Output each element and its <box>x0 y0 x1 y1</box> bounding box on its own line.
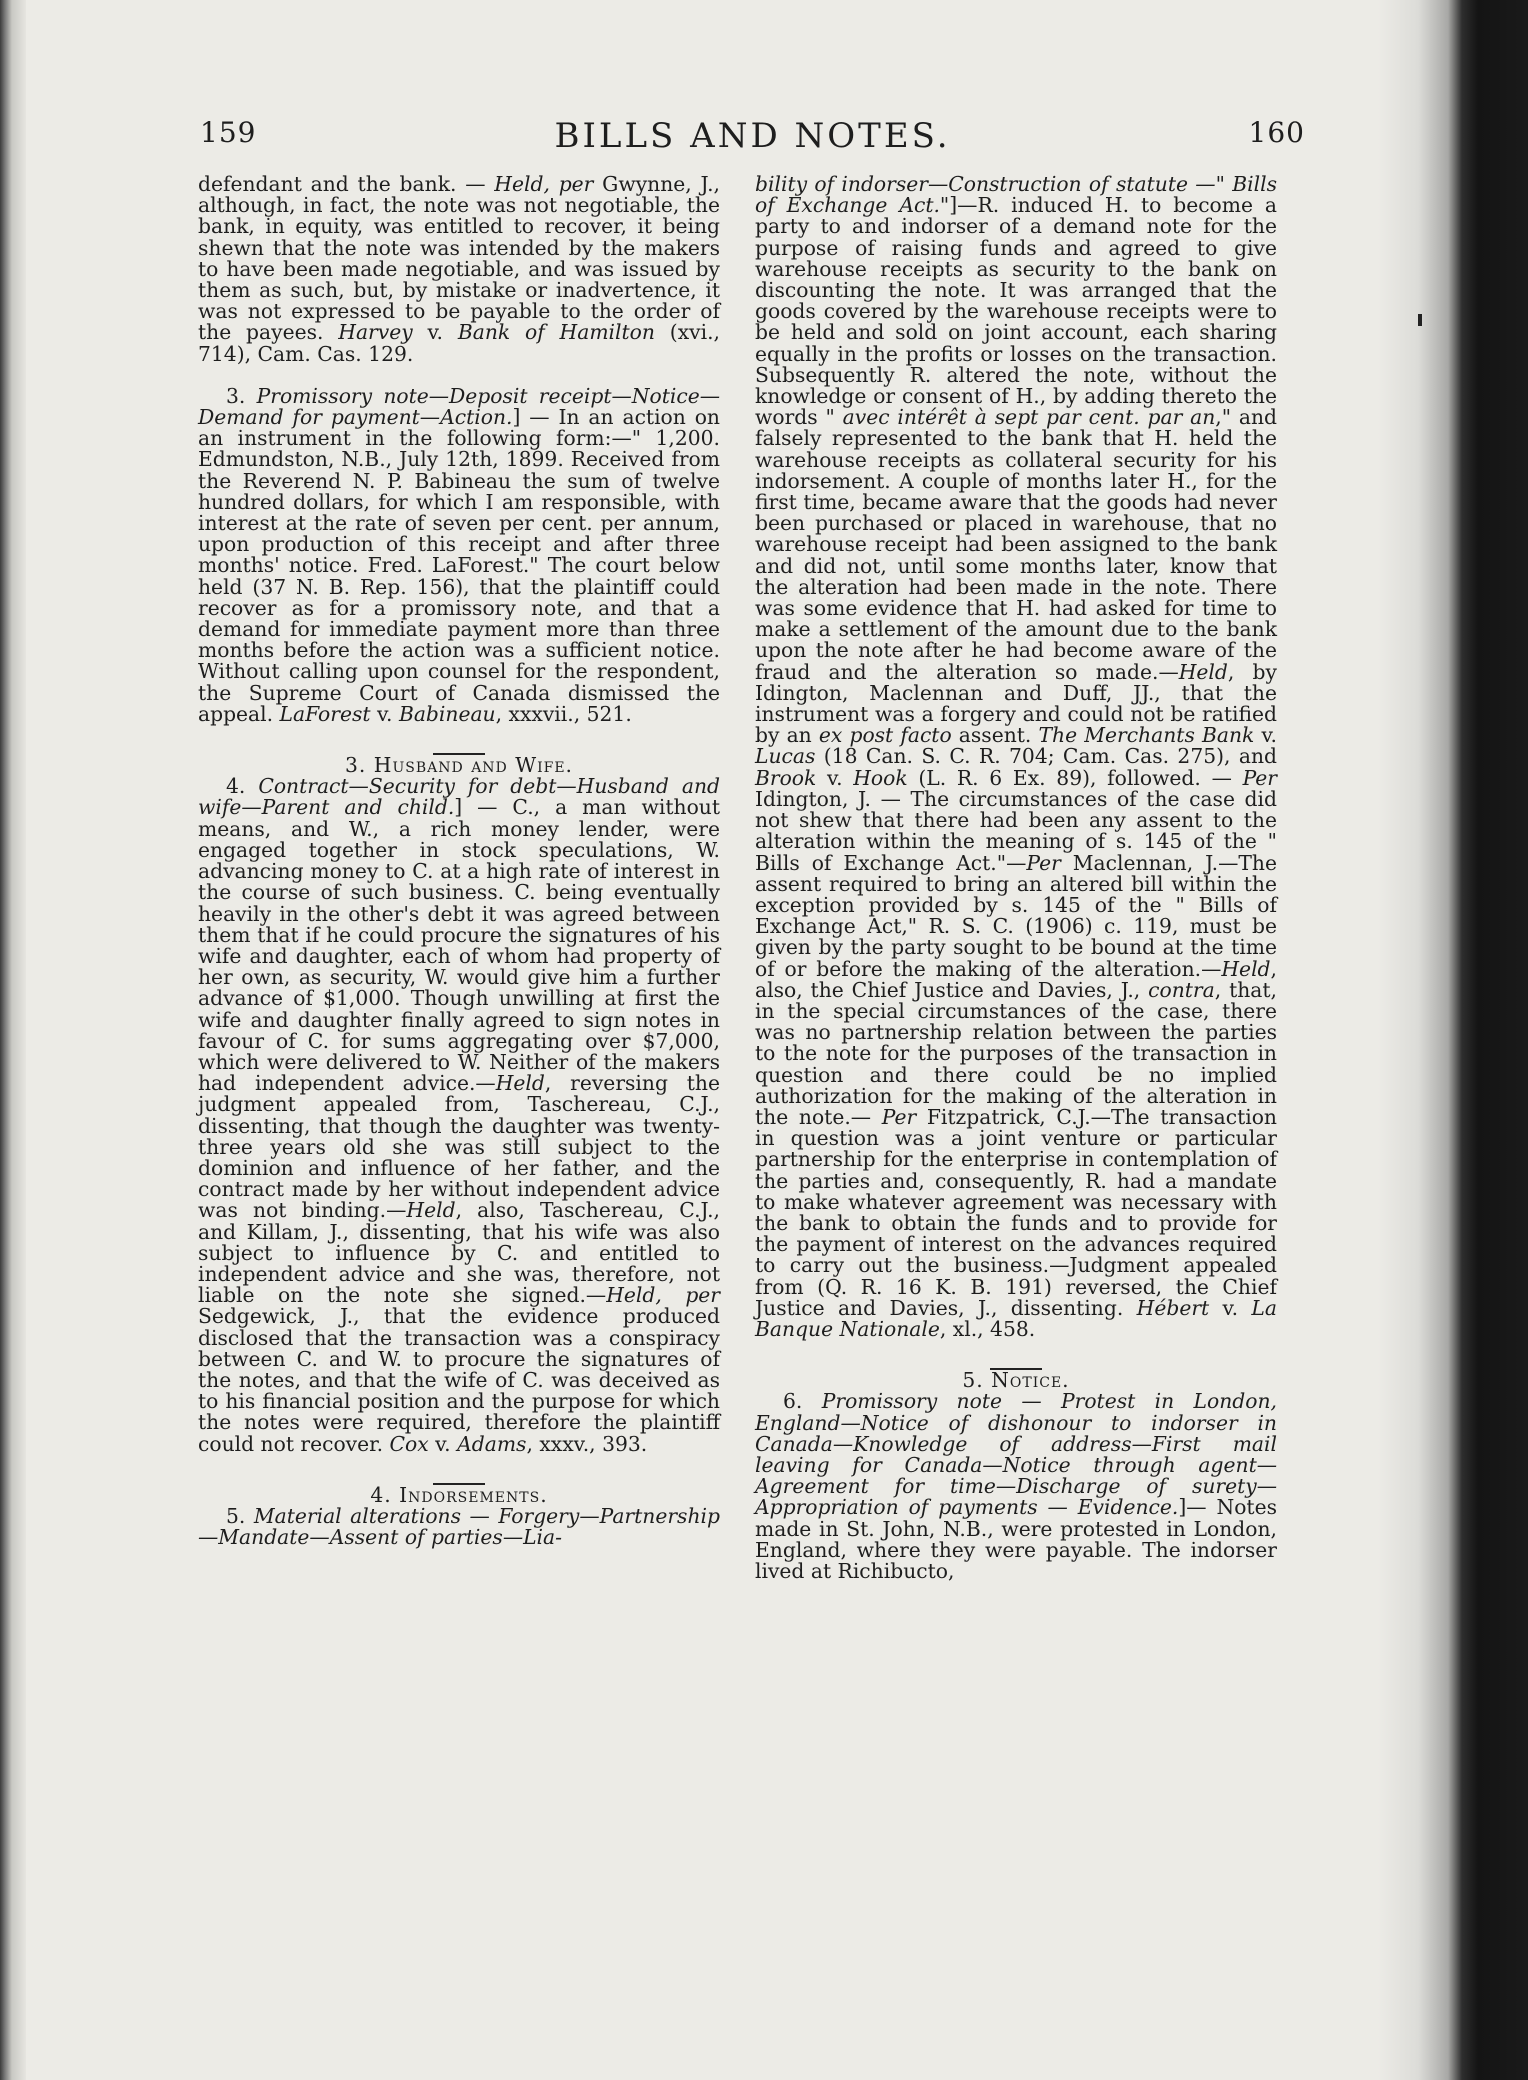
headnote-keywords: Promissory note — Protest in London, England—Notice of dishonour to indorser in Canada—Knowledge of address—First mail leaving for Canada—Notice through agent—Agreement for time—Discharge of surety—Appropriation of payments — Evidence. <box>755 1389 1277 1520</box>
italic-run: Per <box>1026 850 1061 875</box>
italic-run: Held <box>1221 956 1271 981</box>
citation: (xvi., 714), Cam. Cas. 129. <box>198 320 720 366</box>
italic-run: Per <box>881 1104 917 1129</box>
text-run: Maclennan, J.—The assent required to bring an altered bill within the exception provided by s. 145 of the " Bills of Exchange Act," R. S. C. (1906) c. 119, must be given by the party sought to be bound at the time of or before the making of the alteration.— <box>755 850 1278 981</box>
case-party: Hébert <box>1136 1295 1210 1320</box>
text-run: v. <box>412 320 458 345</box>
text-run: , reversing the judgment appealed from, Taschereau, C.J., dissenting, that though the daughter was twenty-three years old she was still subject to the dominion and influence of her father, and the contract made by her without independent advice was not binding.— <box>198 1071 720 1223</box>
text-run: Sedgewick, J., that the evidence produced disclosed that the transaction was a conspiracy between C. and W. to procure the signatures of the notes, and that the wife of C. was deceived as to his financial position and the purpose for which the notes were required, therefore the plaintiff could not recover. <box>198 1304 720 1456</box>
case-party: Cox <box>389 1431 429 1456</box>
text-run: ]—R. induced H. to become a party to and indorser of a demand note for the purpose of raising funds and agreed to give warehouse receipts as security to the bank on discounting the note. It was arranged that the goods covered by the warehouse receipts were to be held and sold on joint account, each sharing equally in the profits or losses on the transaction. Subsequently R. altered the note, without the knowledge or consent of H., by adding thereto the words " <box>755 193 1277 430</box>
text-run: v. <box>428 1431 458 1456</box>
section-heading-indorsements: 4. Indorsements. <box>370 1482 548 1507</box>
text-run: (L. R. 6 Ex. 89), followed. — <box>907 765 1243 790</box>
text-run: assent. <box>951 723 1039 748</box>
page-title: BILLS AND NOTES. <box>554 116 951 156</box>
right-column <box>755 174 1277 1582</box>
text-run: Fitzpatrick, C.J.—The transaction in question was a joint venture or particular partnership for the enterprise in contemplation of the parties and, consequently, R. had a mandate to make whatever agreement was necessary with the bank to obtain the funds and to provide for the payment of interest on the advances required to carry out the business.—Judgment appealed from (Q. R. 16 K. B. 191) reversed, the Chief Justice and Davies, J., dissenting. <box>755 1104 1277 1320</box>
paragraph-material-alterations <box>198 1503 720 1550</box>
page-number-left: 159 <box>200 116 257 149</box>
case-party: LaForest <box>279 701 371 726</box>
headnote-keywords: bility of indorser—Construction of statute —" Bills of Exchange Act." <box>755 172 1277 218</box>
case-party: Lucas <box>755 744 816 769</box>
entry-number: 3. <box>226 383 257 408</box>
citation: , xxxv., 393. <box>526 1431 648 1456</box>
paragraph-cox-v-adams <box>198 776 720 1455</box>
italic-run: Held <box>1178 659 1228 684</box>
text-run: v. <box>370 701 399 726</box>
headnote-keywords: Contract—Security for debt—Husband and wife—Parent and child. <box>198 774 720 820</box>
entry-number: 4. <box>226 774 259 799</box>
section-heading-husband-and-wife: 3. Husband and Wife. <box>345 753 573 778</box>
case-party: Babineau <box>398 701 496 726</box>
entry-number: 5. <box>226 1503 254 1528</box>
text-run: (18 Can. S. C. R. 704; Cam. Cas. 275), and <box>815 744 1277 769</box>
case-party: Bank of Hamilton <box>457 320 655 345</box>
text-run: ," and falsely represented to the bank that H. held the warehouse receipts as collateral security for his indorsement. A couple of months later H., for the first time, became aware that the goods had never been purchased or placed in warehouse, that no warehouse receipt had been assigned to the bank and did not, until some months later, know that the alteration had been made in the note. There was some evidence that H. had asked for time to make a settlement of the amount due to the bank upon the note after he had become aware of the fraud and the alteration so made.— <box>755 405 1278 684</box>
text-run: ] — C., a man without means, and W., a rich money lender, were engaged together in stock speculations, W. advancing money to C. at a high rate of interest in the course of such business. C. being eventually heavily in the other's debt it was agreed between them that if he could procure the signatures of his wife and daughter, each of whom had property of her own, as security, W. would give him a further advance of $1,000. Though unwilling at first the wife and daughter finally agreed to sign notes in favour of C. for sums aggregating over $7,000, which were delivered to W. Neither of the makers had independent advice.— <box>198 795 720 1096</box>
case-party: La Banque Nationale <box>755 1295 1277 1341</box>
text-run: ] — In an action on an instrument in the following form:—" 1,200. Edmundston, N.B., July 12th, 1899. Received from the Reverend N. P. Babineau the sum of twelve hundred dollars, for which I am responsible, with interest at the rate of seven per cent. per annum, upon production of this receipt and after three months' notice. Fred. LaForest." The court below held (37 N. B. Rep. 156), that the plaintiff could recover as for a promissory note, and that a demand for immediate payment more than three months before the action was a sufficient notice. Without calling upon counsel for the respondent, the Supreme Court of Canada dismissed the appeal. <box>198 405 720 726</box>
case-party: Hook <box>853 765 908 790</box>
section-heading-notice: 5. Notice. <box>962 1368 1070 1393</box>
scan-speck <box>1418 314 1422 326</box>
italic-run: Held, per <box>606 1283 720 1308</box>
italic-run: contra <box>1148 977 1215 1002</box>
text-run: ]— Notes made in St. John, N.B., were protested in London, England, where they were payable. The indorser lived at Richibucto, <box>755 1495 1277 1583</box>
text-run: defendant and the bank. — <box>198 172 495 196</box>
italic-run: Held <box>495 1071 545 1096</box>
paragraph-promissory-note-protest <box>755 1391 1277 1582</box>
text-run: , also, Taschereau, C.J., and Killam, J., dissenting, that his wife was also subject to influence by C. and entitled to independent advice and she was, therefore, not liable on the note she signed.— <box>198 1198 721 1308</box>
paragraph-harvey-v-bank <box>198 174 720 365</box>
case-party: Adams <box>457 1431 527 1456</box>
text-run: , that, in the special circumstances of the case, there was no partnership relation between the parties to the note for the purposes of the transaction in question and there could be no implied authorization for the making of the alteration in the note.— <box>755 977 1277 1129</box>
case-party: Harvey <box>338 320 413 345</box>
case-party: The Merchants Bank <box>1038 723 1255 748</box>
text-run: , also, the Chief Justice and Davies, J., <box>755 956 1277 1002</box>
text-run: v. <box>1254 723 1277 748</box>
left-column <box>198 174 720 1548</box>
text-run: v. <box>816 765 854 790</box>
entry-number: 6. <box>783 1389 822 1414</box>
italic-run: Held, per <box>494 172 594 196</box>
paragraph-promissory-note-deposit <box>198 383 720 726</box>
paragraph-hebert-v-banque <box>755 174 1277 1340</box>
headnote-keywords: Promissory note—Deposit receipt—Notice—Demand for payment—Action. <box>198 383 720 430</box>
scan-left-edge <box>0 0 26 2080</box>
headnote-keywords: Material alterations — Forgery—Partnership—Mandate—Assent of parties—Lia- <box>198 1503 720 1550</box>
text-run: Idington, J. — The circumstances of the case did not shew that there had been any assent to the alteration within the meaning of s. 145 of the " Bills of Exchange Act."— <box>755 786 1277 875</box>
running-header <box>200 116 1305 166</box>
text-run: , by Idington, Maclennan and Duff, JJ., that the instrument was a forgery and could not be ratified by an <box>755 659 1277 748</box>
quoted-words: avec intérêt à sept par cent. par an <box>842 405 1216 430</box>
citation: , xxxvii., 521. <box>495 701 632 726</box>
scan-right-edge <box>1378 0 1528 2080</box>
text-run: v. <box>1209 1295 1252 1320</box>
italic-run: Per <box>1242 765 1277 790</box>
case-party: Brook <box>755 765 817 790</box>
citation: , xl., 458. <box>939 1316 1036 1341</box>
italic-run: Held <box>406 1198 456 1223</box>
italic-run: ex post facto <box>818 723 952 748</box>
text-run: Gwynne, J., although, in fact, the note was not negotiable, the bank, in equity, was entitled to recover, it being shewn that the note was intended by the makers to have been made negotiable, and was issued by them as such, but, by mistake or inadvertence, it was not expressed to be payable to the order of the payees. <box>198 172 720 345</box>
page-number-right: 160 <box>1248 116 1305 149</box>
